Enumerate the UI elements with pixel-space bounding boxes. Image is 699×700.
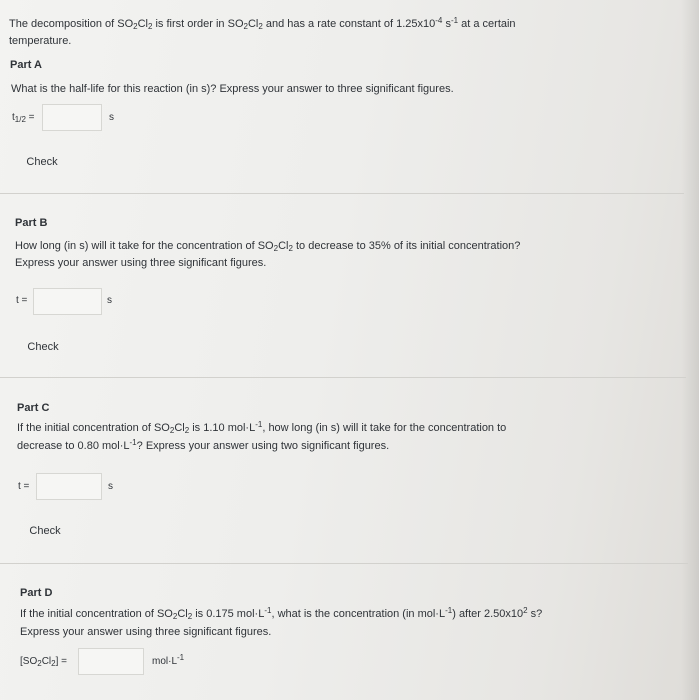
part-a-title: Part A — [10, 59, 42, 71]
part-c-answer-input[interactable] — [36, 473, 102, 500]
part-c-answer-label: t = — [18, 481, 30, 492]
part-c-question-line-2: decrease to 0.80 $mol\cdot L^{-1}$? Express your answer using two significant figures. — [17, 438, 390, 452]
part-a-answer-input[interactable] — [42, 104, 102, 131]
part-a-divider — [0, 193, 684, 194]
part-c-divider — [0, 563, 688, 564]
part-b-question-line-2: Express your answer using three significant figures. — [15, 257, 267, 269]
part-b-divider — [0, 377, 686, 378]
part-d-title: Part D — [20, 587, 53, 599]
part-a-question: What is the half-life for this reaction (in s)? Express your answer to three significant figures. — [11, 83, 454, 95]
part-d-answer-label: $[SO_2Cl_2]$ = — [20, 656, 67, 668]
part-d-answer-input[interactable] — [78, 648, 144, 675]
part-c-unit: s — [108, 481, 113, 492]
part-b-question-line-1: How long (in s) will it take for the concentration of $SO_2Cl_2$ to decrease to 35% of its initial concentration? — [15, 240, 521, 253]
part-b-title: Part B — [15, 217, 48, 229]
part-b-unit: s — [107, 295, 112, 306]
part-a-check-button[interactable]: Check — [11, 146, 73, 178]
part-b-answer-input[interactable] — [33, 288, 102, 315]
part-d-question-line-2: Express your answer using three significant figures. — [20, 626, 272, 638]
part-d-unit: $mol\cdot L^{-1}$ — [152, 653, 185, 667]
part-c-title: Part C — [17, 402, 50, 414]
part-b-check-button[interactable]: Check — [12, 331, 74, 363]
part-b-answer-label: t = — [16, 295, 28, 306]
page-shadow — [681, 0, 699, 700]
intro-line-1: The decomposition of $SO_2Cl_2$ is first order in $SO_2Cl_2$ and has a rate constant of $1.25x10^{-4}$ $s^{-1}$ at a certain — [9, 16, 516, 31]
part-a-unit: s — [109, 112, 114, 123]
part-d-question-line-1: If the initial concentration of $SO_2Cl_2$ is 0.175 $mol\cdot L^{-1}$, what is the concentration (in $mol\cdot L^{-1}$) after $2.50x10^2$ s? — [20, 606, 543, 621]
part-c-question-line-1: If the initial concentration of $SO_2Cl_2$ is 1.10 $mol\cdot L^{-1}$, how long (in s) will it take for the concentration to — [17, 420, 507, 435]
part-c-check-button[interactable]: Check — [14, 515, 76, 547]
intro-line-2: temperature. — [9, 35, 72, 47]
part-a-answer-label: $t_{1/2}$ = — [12, 112, 35, 124]
